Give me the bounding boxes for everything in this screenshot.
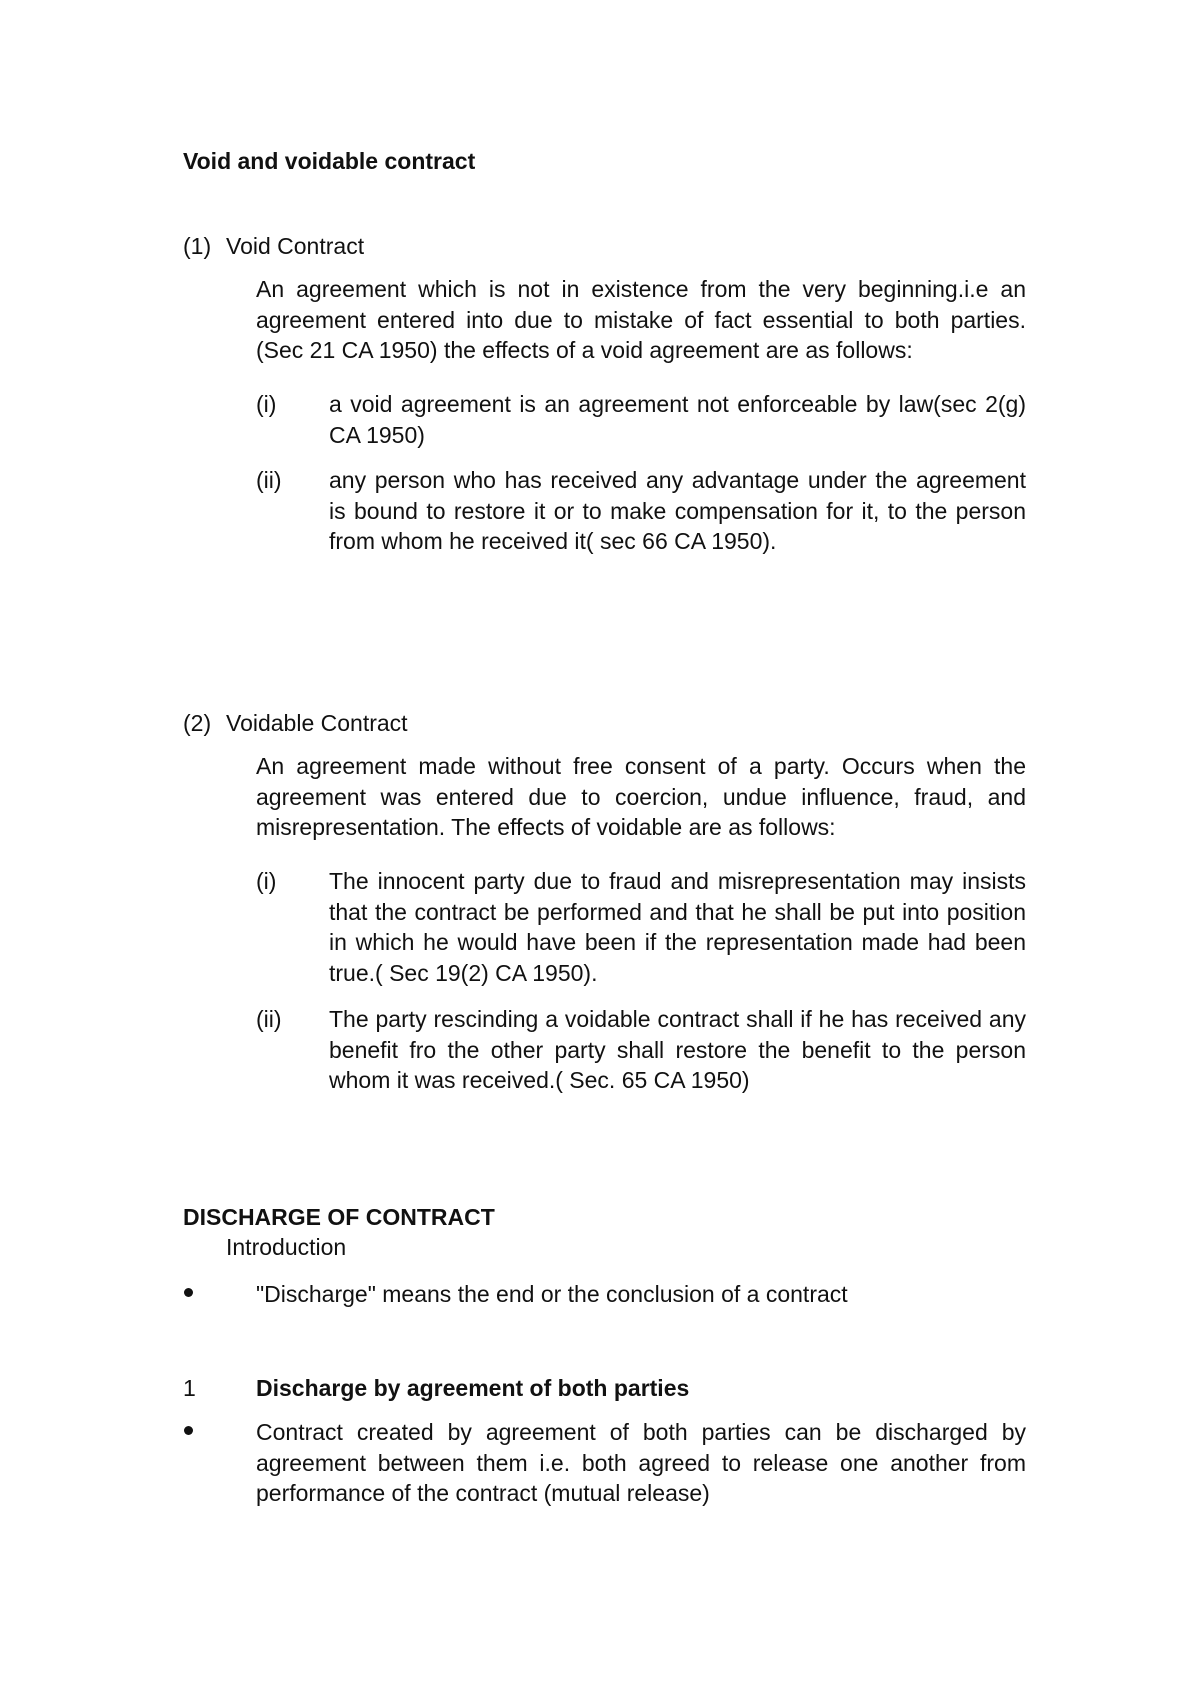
bullet-icon: [184, 1426, 193, 1435]
section2-heading: Voidable Contract: [226, 710, 408, 736]
section2-item2-text: The party rescinding a voidable contract shall if he has received any benefit fro the other party shall restore the benefit to the person whom it was received.( Sec. 65 CA 1950): [329, 1006, 1026, 1093]
section2-item1-marker: (i): [256, 868, 277, 894]
discharge-heading: DISCHARGE OF CONTRACT: [183, 1204, 495, 1230]
section2-intro: An agreement made without free consent of a party. Occurs when the agreement was entered due to coercion, undue influence, fraud, and misrepresentation. The effects of voidable are as follows:: [256, 753, 1026, 840]
section1-number: (1): [183, 233, 212, 259]
section1-heading: Void Contract: [226, 233, 365, 259]
discharge-bullet2-text: Contract created by agreement of both parties can be discharged by agreement between them i.e. both agreed to release one another from performance of the contract (mutual release): [256, 1419, 1026, 1506]
bullet-icon: [184, 1288, 193, 1297]
section2-number: (2): [183, 710, 212, 736]
document-title: Void and voidable contract: [183, 148, 476, 174]
section1-item1-text: a void agreement is an agreement not enforceable by law(sec 2(g) CA 1950): [329, 391, 1026, 448]
section1-intro: An agreement which is not in existence from the very beginning.i.e an agreement entered into due to mistake of fact essential to both parties. (Sec 21 CA 1950) the effects of a void agreement are as follows:: [256, 276, 1026, 363]
section1-item2-marker: (ii): [256, 467, 282, 493]
section2-item2-marker: (ii): [256, 1006, 282, 1032]
section2-item1-text: The innocent party due to fraud and misrepresentation may insists that the contract be performed and that he shall be put into position in which he would have been if the representation made had been true.( Sec 19(2) CA 1950).: [329, 868, 1026, 986]
discharge-bullet1-text: "Discharge" means the end or the conclusion of a contract: [256, 1281, 848, 1307]
discharge-item1-number: 1: [183, 1375, 196, 1401]
discharge-subheading: Introduction: [226, 1234, 347, 1260]
discharge-item1-heading: Discharge by agreement of both parties: [256, 1375, 690, 1401]
section1-item1-marker: (i): [256, 391, 277, 417]
section1-item2-text: any person who has received any advantage under the agreement is bound to restore it or to make compensation for it, to the person from whom he received it( sec 66 CA 1950).: [329, 467, 1026, 554]
